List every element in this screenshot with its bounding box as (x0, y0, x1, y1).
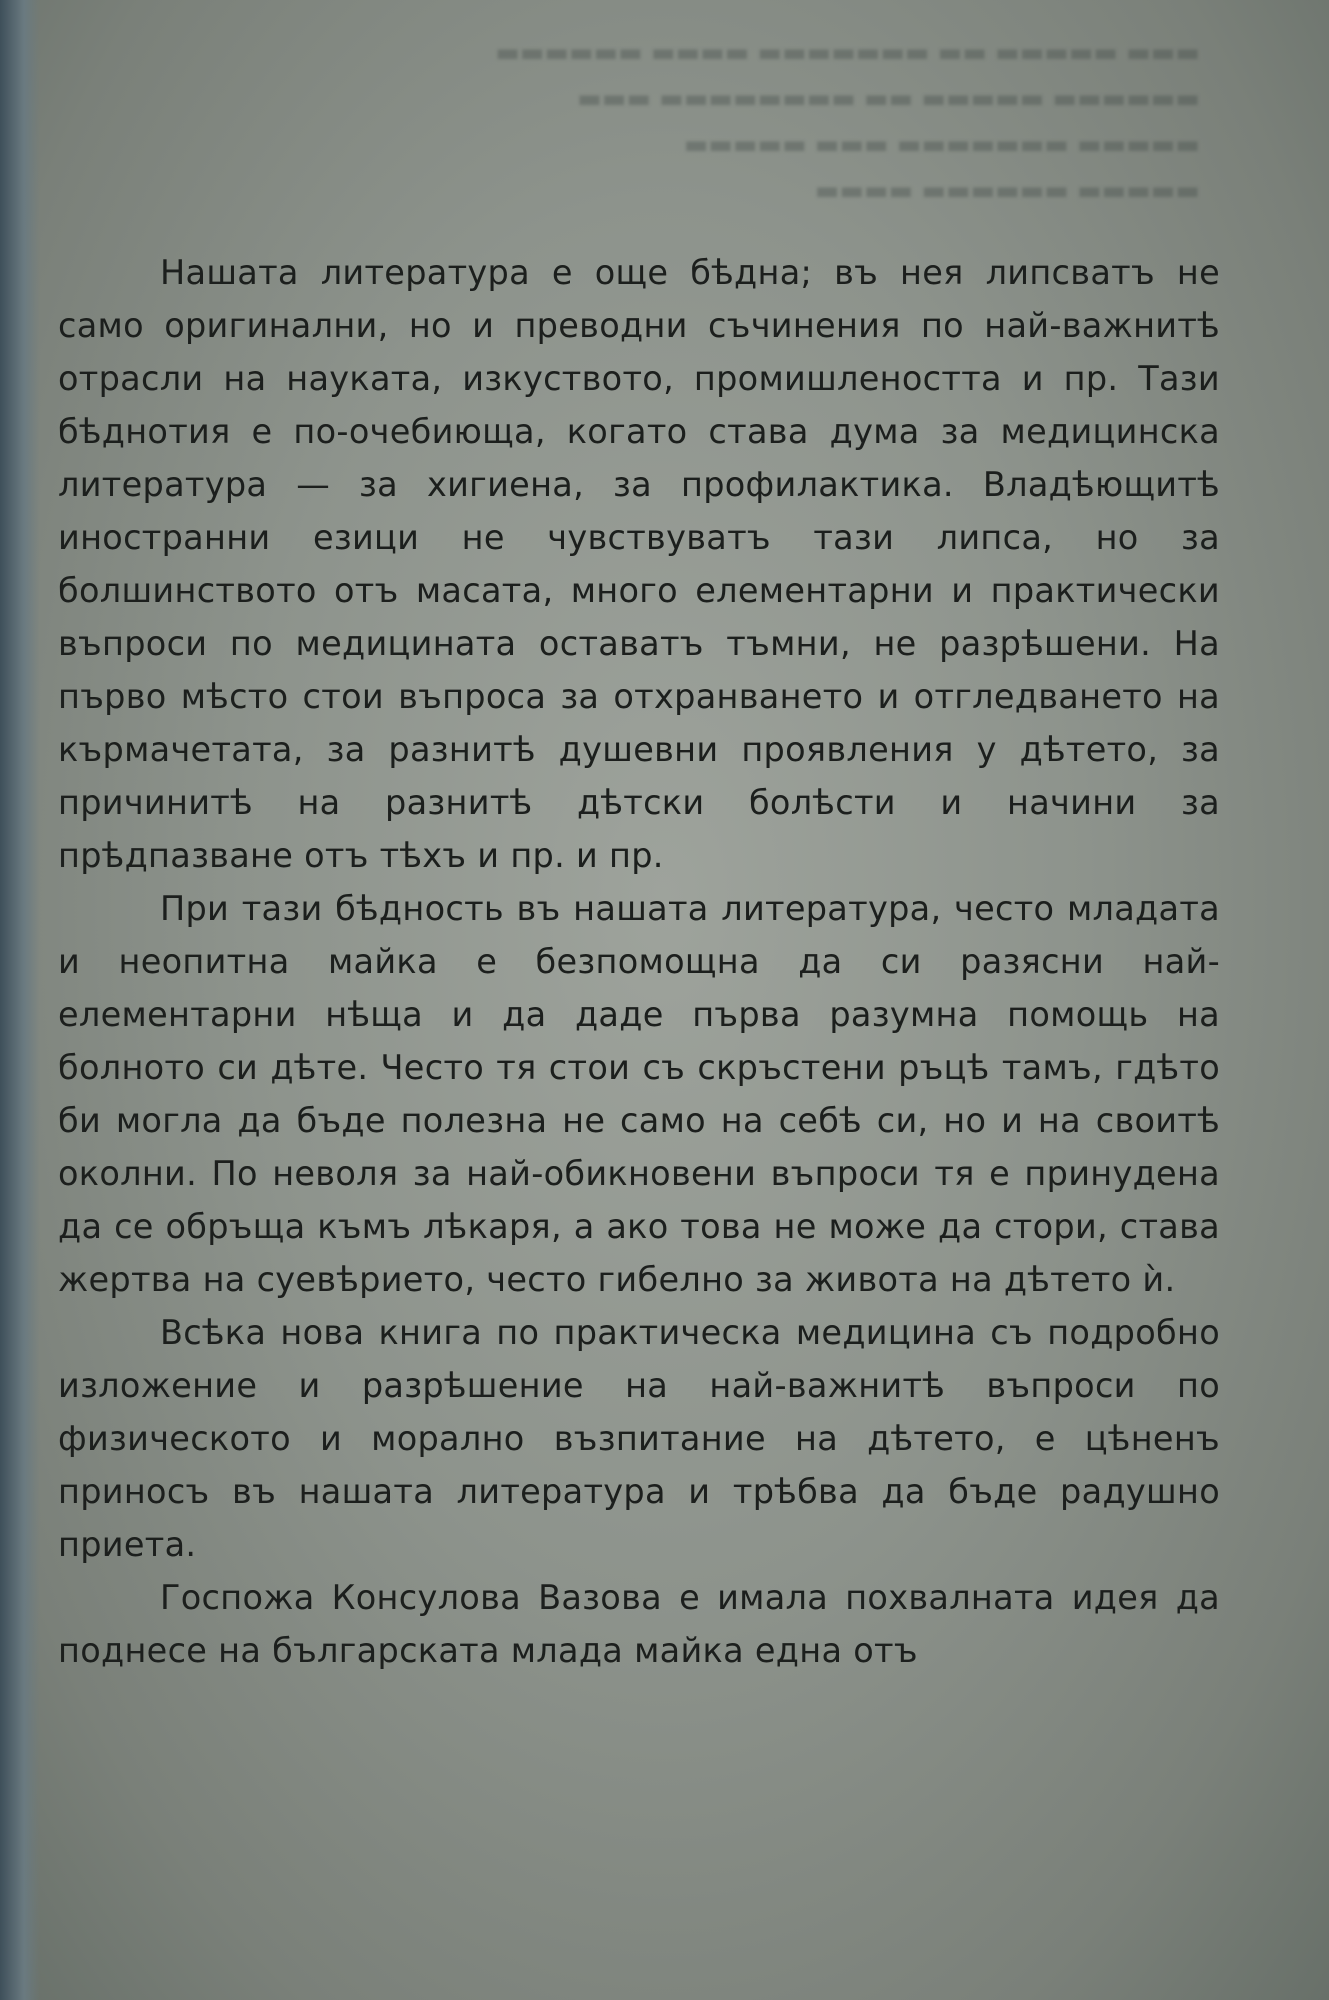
paragraph-1: Нашата литература е още бѣдна; въ нея липсватъ не само оригинални, но и преводни съчинения по най-важнитѣ отрасли на науката, изкуството, промишлеността и пр. Тази бѣднотия е по-очебиюща, когато става дума за медицинска литература — за хигиена, за профилактика. Владѣющитѣ иностранни езици не чувствуватъ тази липса, но за болшинството отъ масата, много елементарни и практически въпроси по медицината оставатъ тъмни, не разрѣшени. На първо мѣсто стои въпроса за отхранването и отгледването на кърмачетата, за разнитѣ душевни проявления у дѣтето, за причинитѣ на разнитѣ дѣтски болѣсти и начини за прѣдпазване отъ тѣхъ и пр. и пр. (58, 253, 1220, 875)
bleed-through-texture: ▬▬▬ ▬▬▬▬▬ ▬▬ ▬▬▬▬▬▬▬ ▬▬▬▬ ▬▬▬▬▬▬ ▬▬▬▬▬▬ ▬▬▬▬▬ ▬▬ ▬▬▬▬▬▬▬▬ ▬▬▬ ▬▬▬▬▬ ▬▬▬▬▬▬▬ ▬▬▬ ▬▬▬▬▬ ▬▬▬▬▬ ▬▬▬▬▬▬ ▬▬▬▬ (495, 38, 1200, 206)
body-text (58, 246, 1220, 1677)
paragraph-3: Всѣка нова книга по практическа медицина съ подробно изложение и разрѣшение на най-важнитѣ въпроси по физическото и морално възпитание на дѣтето, е цѣненъ приносъ въ нашата литература и трѣбва да бъде радушно приета. (58, 1313, 1220, 1564)
page-edge-shadow (0, 0, 40, 2000)
paragraph-2: При тази бѣдность въ нашата литература, често младата и неопитна майка е безпомощна да си разясни най-елементарни нѣща и да даде първа разумна помощь на болното си дѣте. Често тя стои съ скръстени ръцѣ тамъ, гдѣто би могла да бъде полезна не само на себѣ си, но и на своитѣ околни. По неволя за най-обикновени въпроси тя е принудена да се обръща къмъ лѣкаря, а ако това не може да стори, става жертва на суевѣрието, често гибелно за живота на дѣтето ѝ. (58, 889, 1220, 1299)
paragraph-4: Госпожа Консулова Вазова е имала похвалната идея да поднесе на българската млада майка една отъ (58, 1578, 1220, 1670)
